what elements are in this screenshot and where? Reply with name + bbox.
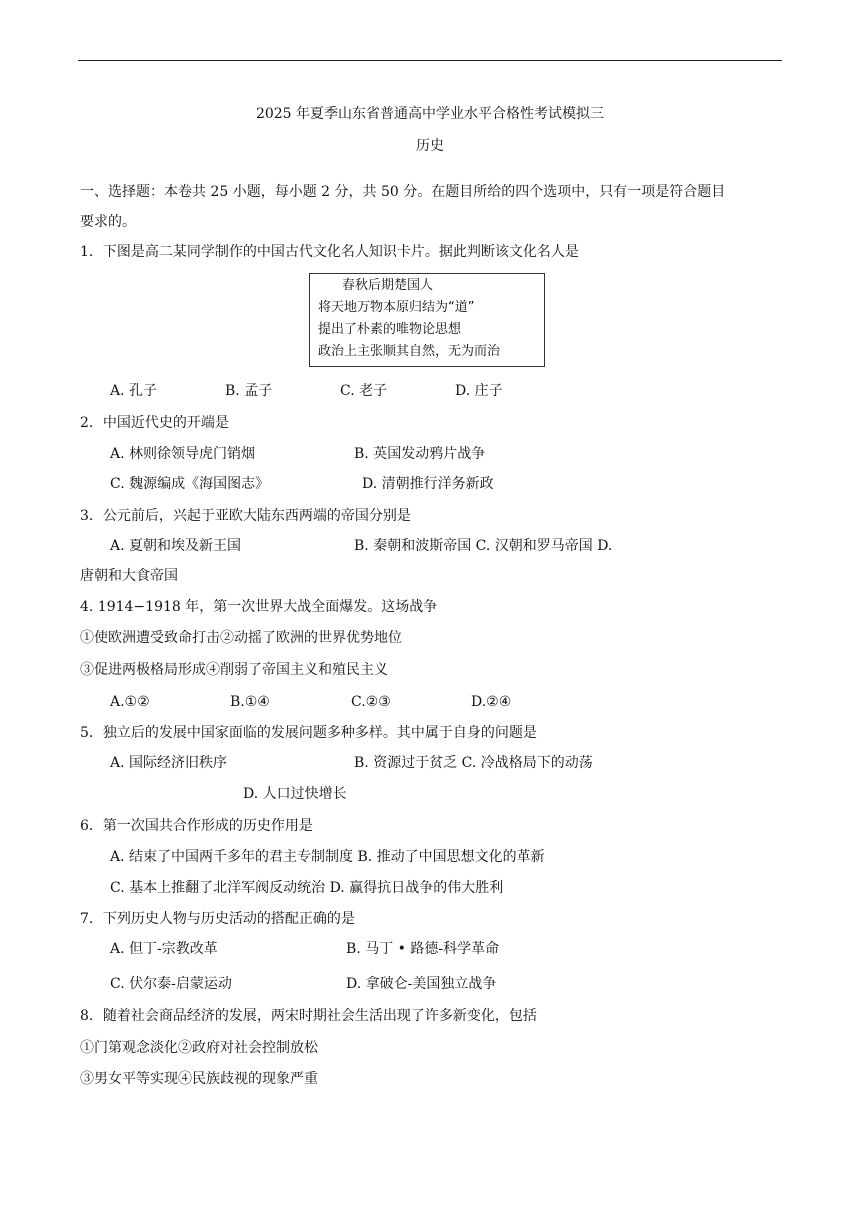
- q1-stem: 1．下图是高二某同学制作的中国古代文化名人知识卡片。据此判断该文化名人是: [80, 244, 579, 260]
- q2-option-b: B. 英国发动鸦片战争: [354, 446, 486, 462]
- q1-option-b: B. 孟子: [225, 383, 273, 399]
- q3-stem: 3．公元前后，兴起于亚欧大陆东西两端的帝国分别是: [80, 508, 411, 524]
- q8-statements-2: ③男女平等实现④民族歧视的现象严重: [80, 1071, 318, 1087]
- q1-option-a: A. 孔子: [110, 383, 158, 399]
- q4-statements-2: ③促进两极格局形成④削弱了帝国主义和殖民主义: [80, 662, 388, 678]
- q1-card-line4: 政治上主张顺其自然，无为而治: [318, 344, 501, 359]
- q4-option-c: C.②③: [351, 694, 391, 710]
- exam-subject: 历史: [416, 138, 444, 154]
- q1-option-c: C. 老子: [340, 383, 388, 399]
- q8-statements-1: ①门第观念淡化②政府对社会控制放松: [80, 1040, 318, 1056]
- q2-option-d: D. 清朝推行洋务新政: [362, 476, 494, 492]
- q5-option-a: A. 国际经济旧秩序: [110, 755, 228, 771]
- section-intro-line2: 要求的。: [80, 214, 136, 230]
- q7-stem: 7．下列历史人物与历史活动的搭配正确的是: [80, 911, 355, 927]
- q4-stem: 4. 1914−1918 年，第一次世界大战全面爆发。这场战争: [80, 599, 438, 615]
- q5-option-bc: B. 资源过于贫乏 C. 冷战格局下的动荡: [354, 755, 593, 771]
- q1-option-d: D. 庄子: [455, 383, 503, 399]
- q2-stem: 2．中国近代史的开端是: [80, 415, 229, 431]
- q6-stem: 6．第一次国共合作形成的历史作用是: [80, 818, 313, 834]
- exam-title: 2025 年夏季山东省普通高中学业水平合格性考试模拟三: [255, 106, 605, 122]
- q6-option-cd: C. 基本上推翻了北洋军阀反动统治 D. 赢得抗日战争的伟大胜利: [110, 880, 504, 896]
- q1-card-line2: 将天地万物本原归结为“道”: [318, 300, 475, 315]
- header-rule: [78, 60, 782, 61]
- q3-option-a: A. 夏朝和埃及新王国: [110, 538, 242, 554]
- q7-option-d: D. 拿破仑-美国独立战争: [346, 976, 497, 992]
- q4-option-d: D.②④: [471, 694, 512, 710]
- q5-option-d: D. 人口过快增长: [243, 786, 347, 802]
- q4-option-a: A.①②: [110, 694, 150, 710]
- q3-option-bcd: B. 秦朝和波斯帝国 C. 汉朝和罗马帝国 D.: [354, 538, 613, 554]
- q7-option-a: A. 但丁-宗教改革: [110, 941, 218, 957]
- q2-option-c: C. 魏源编成《海国图志》: [110, 476, 270, 492]
- q1-knowledge-card: [309, 273, 545, 367]
- q8-stem: 8．随着社会商品经济的发展，两宋时期社会生活出现了许多新变化，包括: [80, 1008, 537, 1024]
- q3-option-d-cont: 唐朝和大食帝国: [80, 568, 178, 584]
- q4-option-b: B.①④: [230, 694, 270, 710]
- q2-option-a: A. 林则徐领导虎门销烟: [110, 446, 256, 462]
- q6-option-ab: A. 结束了中国两千多年的君主专制制度 B. 推动了中国思想文化的革新: [110, 849, 545, 865]
- section-intro-line1: 一、选择题：本卷共 25 小题，每小题 2 分，共 50 分。在题目所给的四个选项中，只有一项是符合题目: [80, 184, 726, 200]
- q1-card-line1: 春秋后期楚国人: [342, 278, 434, 293]
- q1-card-line3: 提出了朴素的唯物论思想: [318, 322, 462, 337]
- q7-option-c: C. 伏尔泰-启蒙运动: [110, 976, 232, 992]
- q7-option-b: B. 马丁 • 路德-科学革命: [346, 941, 500, 957]
- q4-statements-1: ①使欧洲遭受致命打击②动摇了欧洲的世界优势地位: [80, 630, 402, 646]
- q5-stem: 5．独立后的发展中国家面临的发展问题多种多样。其中属于自身的问题是: [80, 725, 537, 741]
